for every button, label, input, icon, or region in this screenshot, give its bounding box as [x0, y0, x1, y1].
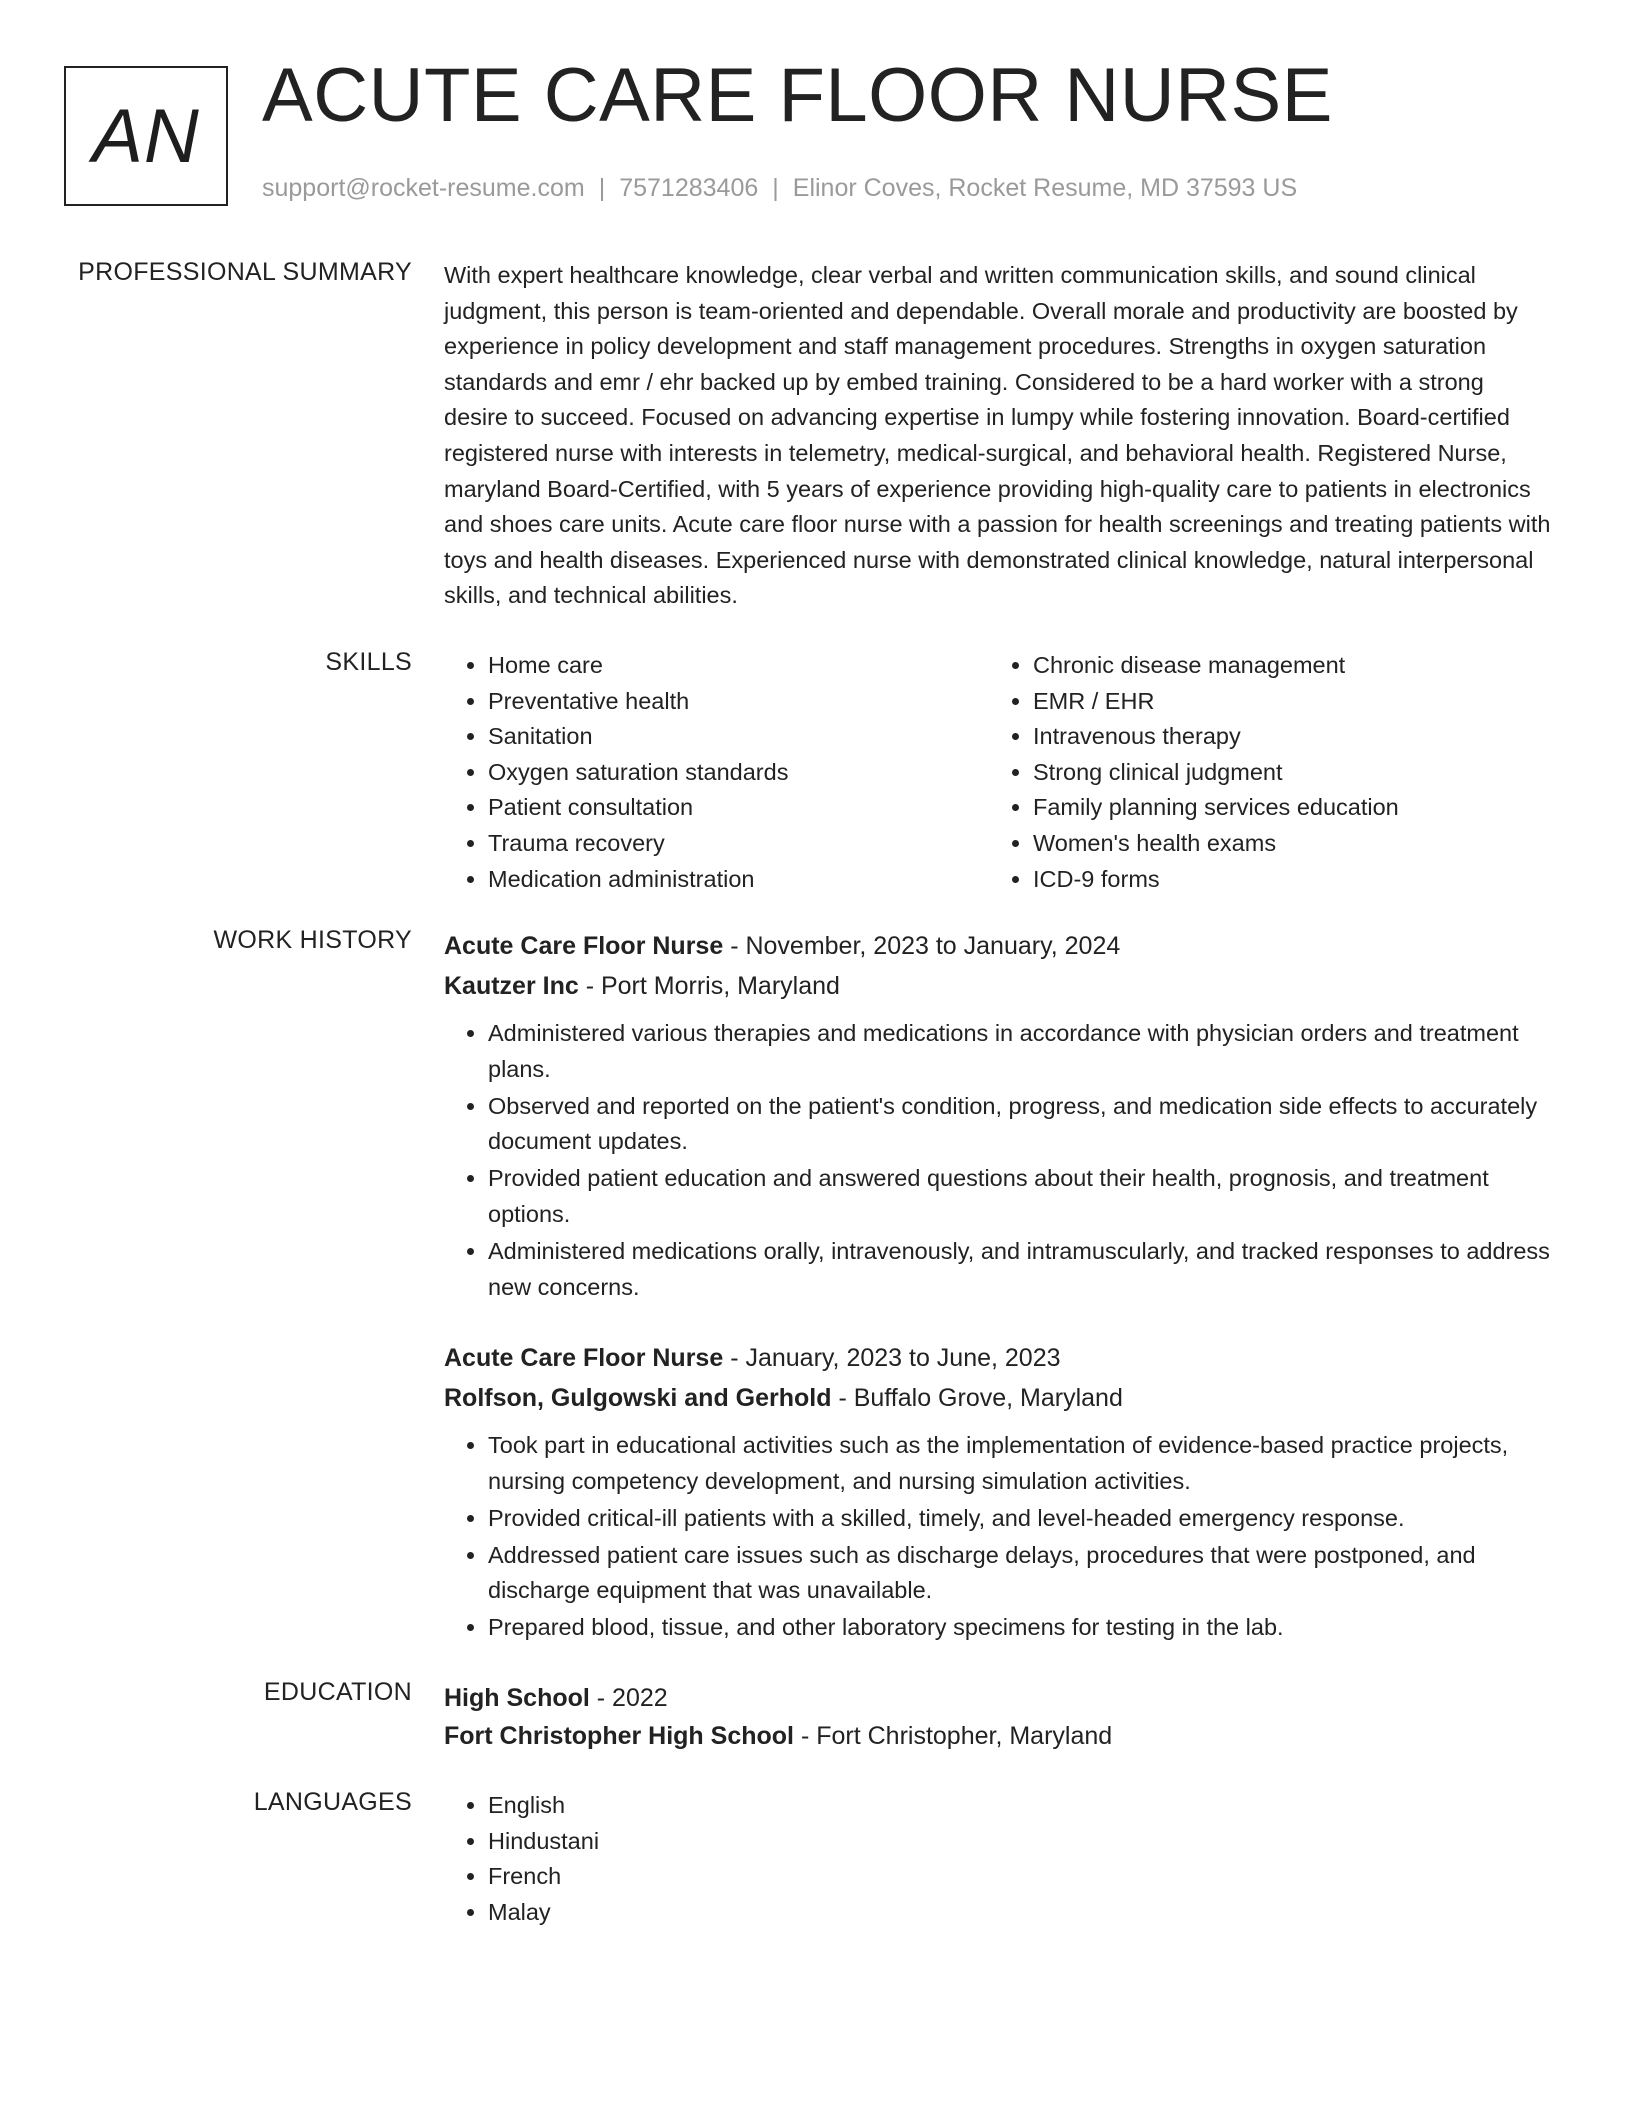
languages-body	[444, 1788, 1554, 1930]
job-location: - Port Morris, Maryland	[578, 972, 840, 1000]
job-bullet: • Administered medications orally, intravenously, and intramuscularly, and tracked responses to address new concerns.	[488, 1234, 1554, 1305]
contact-email[interactable]: support@rocket-resume.com	[262, 174, 585, 202]
language-item: • Hindustani	[488, 1824, 1554, 1860]
skill-item: • Strong clinical judgment	[1033, 755, 1534, 791]
job-entry	[444, 1338, 1554, 1648]
job-bullets	[444, 1428, 1554, 1646]
contact-phone[interactable]: 7571283406	[619, 174, 759, 202]
contact-separator: |	[598, 174, 606, 202]
contact-line	[262, 174, 1297, 203]
job-bullet: • Provided critical-ill patients with a skilled, timely, and level-headed emergency response.	[488, 1501, 1554, 1537]
skill-item: • Women's health exams	[1033, 826, 1534, 862]
job-title-line	[444, 926, 1554, 966]
skill-item: • Medication administration	[488, 862, 989, 898]
contact-separator: |	[772, 174, 779, 202]
education-degree-line	[444, 1678, 1554, 1718]
skill-item: • Preventative health	[488, 684, 989, 720]
monogram-initials: AN	[92, 93, 200, 179]
skill-item: • Intravenous therapy	[1033, 719, 1534, 755]
skill-item: • Oxygen saturation standards	[488, 755, 989, 791]
skill-item: • EMR / EHR	[1033, 684, 1534, 720]
job-company: Rolfson, Gulgowski and Gerhold	[444, 1384, 832, 1412]
skills-column-1	[444, 648, 989, 897]
section-label-skills: SKILLS	[325, 648, 412, 676]
skills-body	[444, 648, 1554, 897]
education-body	[444, 1678, 1554, 1756]
skills-column-2	[989, 648, 1534, 897]
work-history-body	[444, 926, 1554, 1641]
skill-item: • Family planning services education	[1033, 790, 1534, 826]
education-school-line	[444, 1716, 1554, 1756]
resume-title: ACUTE CARE FLOOR NURSE	[262, 53, 1333, 138]
skill-item: • Patient consultation	[488, 790, 989, 826]
job-company-line	[444, 1378, 1554, 1418]
language-item: • Malay	[488, 1895, 1554, 1931]
job-bullet: • Provided patient education and answered questions about their health, prognosis, and treatment options.	[488, 1161, 1554, 1232]
job-bullet: • Prepared blood, tissue, and other laboratory specimens for testing in the lab.	[488, 1610, 1554, 1646]
job-bullet: • Took part in educational activities such as the implementation of evidence-based practice projects, nursing competency development, and nursing simulation activities.	[488, 1428, 1554, 1499]
job-entry	[444, 926, 1554, 1305]
job-company-line	[444, 966, 1554, 1006]
education-location: - Fort Christopher, Maryland	[794, 1722, 1113, 1750]
section-label-languages: LANGUAGES	[253, 1788, 412, 1816]
skill-item: • ICD-9 forms	[1033, 862, 1534, 898]
job-location: - Buffalo Grove, Maryland	[831, 1384, 1123, 1412]
language-item: • French	[488, 1859, 1554, 1895]
job-title-line	[444, 1338, 1554, 1378]
job-dates: - November, 2023 to January, 2024	[723, 932, 1121, 960]
skill-item: • Sanitation	[488, 719, 989, 755]
education-school: Fort Christopher High School	[444, 1722, 794, 1750]
monogram-box	[64, 66, 228, 206]
skill-item: • Chronic disease management	[1033, 648, 1534, 684]
job-title: Acute Care Floor Nurse	[444, 1344, 724, 1372]
job-bullet: • Observed and reported on the patient's condition, progress, and medication side effects to accurately document updates.	[488, 1089, 1554, 1160]
education-degree: High School	[444, 1684, 590, 1712]
section-label-summary: PROFESSIONAL SUMMARY	[78, 258, 412, 286]
contact-address: Elinor Coves, Rocket Resume, MD 37593 US	[792, 174, 1298, 202]
job-title: Acute Care Floor Nurse	[444, 932, 724, 960]
job-bullets	[444, 1016, 1554, 1305]
section-label-education: EDUCATION	[263, 1678, 412, 1706]
skill-item: • Trauma recovery	[488, 826, 989, 862]
education-year: - 2022	[589, 1684, 668, 1712]
summary-body	[444, 258, 1554, 614]
summary-text: With expert healthcare knowledge, clear verbal and written communication skills, and sound clinical judgment, this person is team-oriented and dependable. Overall morale and productivity are boosted by experience in policy development and staff management procedures. Strengths in oxygen saturation standards and emr / ehr backed up by embed training. Considered to be a hard worker with a strong desire to succeed. Focused on advancing expertise in lumpy while fostering innovation. Board-certified registered nurse with interests in telemetry, medical-surgical, and behavioral health. Registered Nurse, maryland Board-Certified, with 5 years of experience providing high-quality care to patients in electronics and shoes care units. Acute care floor nurse with a passion for health screenings and treating patients with toys and health diseases. Experienced nurse with demonstrated clinical knowledge, natural interpersonal skills, and technical abilities.	[444, 262, 1551, 609]
section-label-work-history: WORK HISTORY	[213, 926, 412, 954]
skills-list-2	[989, 648, 1534, 897]
languages-list	[444, 1788, 1554, 1930]
skill-item: • Home care	[488, 648, 989, 684]
job-dates: - January, 2023 to June, 2023	[723, 1344, 1061, 1372]
job-bullet: • Addressed patient care issues such as discharge delays, procedures that were postponed, and discharge equipment that was unavailable.	[488, 1538, 1554, 1609]
job-bullet: • Administered various therapies and medications in accordance with physician orders and treatment plans.	[488, 1016, 1554, 1087]
language-item: • English	[488, 1788, 1554, 1824]
job-company: Kautzer Inc	[444, 972, 579, 1000]
skills-list-1	[444, 648, 989, 897]
